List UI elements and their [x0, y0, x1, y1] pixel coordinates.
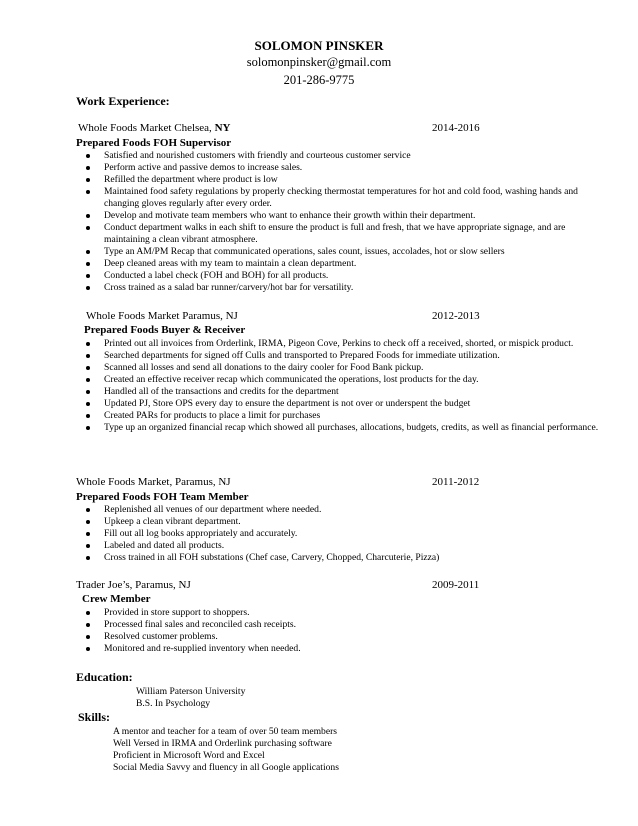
skill-item: A mentor and teacher for a team of over 50 team members [113, 726, 338, 737]
list-item: Refilled the department where product is low [76, 174, 606, 186]
education-degree: B.S. In Psychology [136, 698, 211, 709]
candidate-name: SOLOMON PINSKER [254, 38, 384, 53]
list-item: Replenished all venues of our department where needed. [76, 504, 606, 516]
job-dates: 2012-2013 [432, 310, 480, 322]
job-role: Prepared Foods FOH Team Member [76, 491, 249, 503]
job-dates: 2014-2016 [432, 122, 480, 134]
list-item: Satisfied and nourished customers with friendly and courteous customer service [76, 150, 606, 162]
list-item: Fill out all log books appropriately and accurately. [76, 528, 606, 540]
list-item: Conducted a label check (FOH and BOH) for all products. [76, 270, 606, 282]
list-item: Monitored and re-supplied inventory when needed. [76, 643, 606, 655]
job-duties-list [76, 504, 606, 564]
list-item: Conduct department walks in each shift to ensure the product is full and fresh, that we have appropriate signage, and are maintaining a clean vibrant atmosphere. [76, 222, 606, 246]
list-item: Develop and motivate team members who want to enhance their growth within their department. [76, 210, 606, 222]
skills-heading: Skills: [78, 710, 111, 724]
job-dates: 2011-2012 [432, 476, 480, 488]
list-item: Cross trained in all FOH substations (Chef case, Carvery, Chopped, Charcuterie, Pizza) [76, 552, 606, 564]
list-item: Perform active and passive demos to increase sales. [76, 162, 606, 174]
list-item: Type up an organized financial recap which showed all purchases, allocations, budgets, credits, as well as financial performance. [76, 422, 606, 434]
work-experience-heading: Work Experience: [76, 94, 170, 108]
list-item: Maintained food safety regulations by properly checking thermostat temperatures for hot and cold food, washing hands and changing gloves regularly after every order. [76, 186, 606, 210]
job-duties-list [76, 150, 606, 294]
list-item: Provided in store support to shoppers. [76, 607, 606, 619]
job-company: Whole Foods Market Paramus, NJ [86, 310, 238, 322]
job-company: Whole Foods Market, Paramus, NJ [76, 476, 231, 488]
skill-item: Proficient in Microsoft Word and Excel [113, 750, 265, 761]
list-item: Updated PJ, Store OPS every day to ensure the department is not over or underspent the budget [76, 398, 606, 410]
job-duties-list [76, 607, 606, 655]
list-item: Processed final sales and reconciled cash receipts. [76, 619, 606, 631]
job-role: Prepared Foods Buyer & Receiver [84, 324, 246, 336]
job-dates: 2009-2011 [432, 579, 480, 591]
list-item: Labeled and dated all products. [76, 540, 606, 552]
skill-item: Social Media Savvy and fluency in all Google applications [113, 762, 339, 773]
education-heading: Education: [76, 670, 133, 684]
job-role: Crew Member [82, 593, 151, 605]
education-school: William Paterson University [136, 686, 246, 697]
job-company-state: NY [214, 122, 231, 134]
list-item: Resolved customer problems. [76, 631, 606, 643]
list-item: Printed out all invoices from Orderlink, IRMA, Pigeon Cove, Perkins to check off a received, shorted, or mispick product. [76, 338, 606, 350]
list-item: Handled all of the transactions and credits for the department [76, 386, 606, 398]
job-company: Trader Joe’s, Paramus, NJ [76, 579, 191, 591]
job-company [78, 123, 230, 134]
list-item: Scanned all losses and send all donations to the dairy cooler for Food Bank pickup. [76, 362, 606, 374]
skill-item: Well Versed in IRMA and Orderlink purchasing software [113, 738, 332, 749]
job-company-name: Whole Foods Market Chelsea, [78, 122, 215, 134]
job-role: Prepared Foods FOH Supervisor [76, 137, 232, 149]
phone-number: 201-286-9775 [283, 73, 355, 87]
list-item: Searched departments for signed off Culls and transported to Prepared Foods for immediate utilization. [76, 350, 606, 362]
job-duties-list [76, 338, 606, 434]
list-item: Type an AM/PM Recap that communicated operations, sales count, issues, accolades, hot or slow sellers [76, 246, 606, 258]
list-item: Upkeep a clean vibrant department. [76, 516, 606, 528]
list-item: Created an effective receiver recap which communicated the operations, lost products for the day. [76, 374, 606, 386]
email-address: solomonpinsker@gmail.com [246, 55, 392, 69]
list-item: Deep cleaned areas with my team to maintain a clean department. [76, 258, 606, 270]
list-item: Created PARs for products to place a limit for purchases [76, 410, 606, 422]
list-item: Cross trained as a salad bar runner/carvery/hot bar for versatility. [76, 282, 606, 294]
